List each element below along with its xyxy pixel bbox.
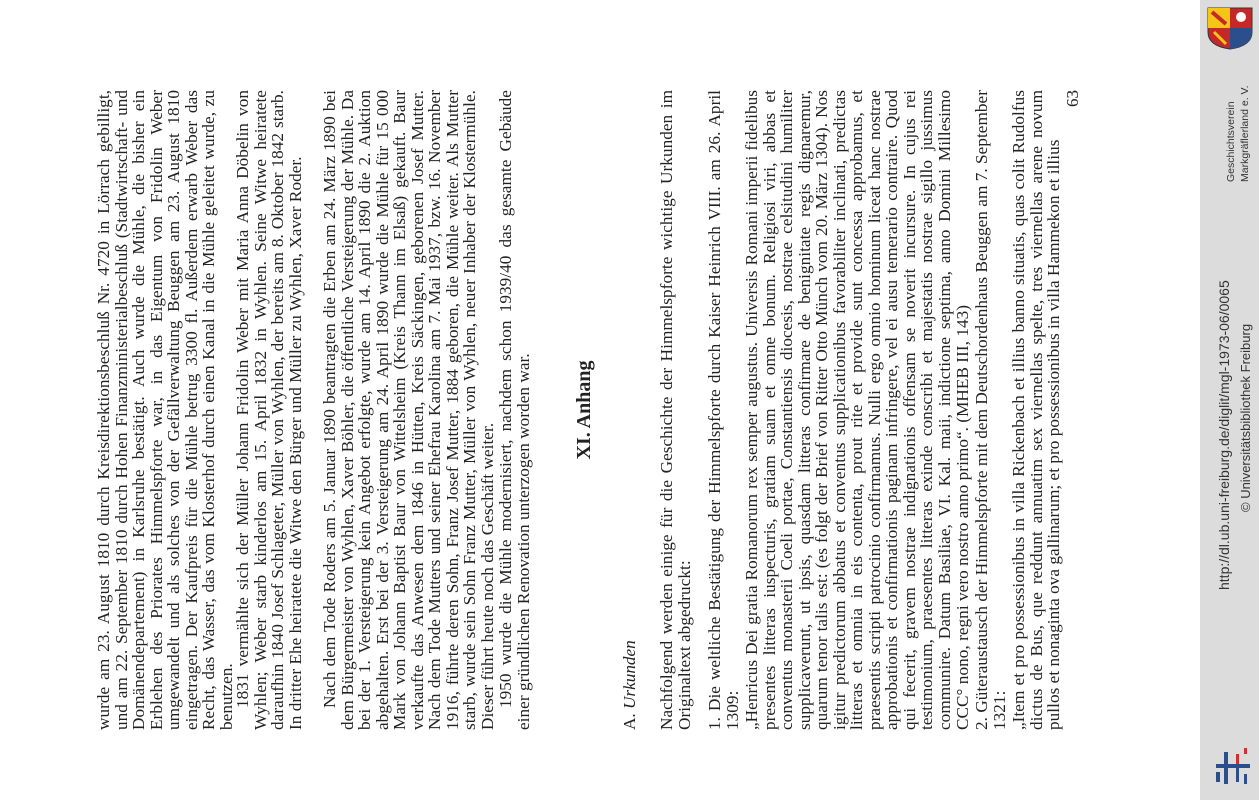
rotated-page <box>95 70 1105 730</box>
item2-title: 2. Güteraustausch der Himmelspforte mit dem Deutschordenhaus Beuggen am 7. September 1321: <box>972 90 1009 730</box>
section-heading: XI. Anhang <box>573 360 595 460</box>
paragraph-1: wurde am 23. August 1810 durch Kreisdirektionsbeschluß Nr. 4720 in Lörrach gebilligt, und am 22. September 1810 durch Hohen Finanzministerialbeschluß (Stadtwirtschaft- und Domänendepartement) in Karlsruhe bestätigt. Auch wurde die Mühle, die bisher ein Erblehen des Priorates Himmelspforte war, in das Eigentum von Fridolin Weber umgewandelt und als solches von der Gefällverwaltung Beuggen am 23. August 1810 eingetragen. Der Kaufpreis für die Mühle betrug 3300 fl. Außerdem erwarb Weber das Recht, das Wasser, das vom Klosterhof durch einen Kanal in die Mühle geleitet wurde, zu benutzen. <box>94 90 236 730</box>
university-library-logo-icon <box>1212 746 1252 786</box>
society-name-line2: Markgräflerland e. V. <box>1239 85 1251 182</box>
subheading-title: Urkunden <box>620 640 639 709</box>
subheading-letter: A. <box>620 713 639 730</box>
paragraph-2: 1831 vermählte sich der Müller Johann Fridolin Weber mit Maria Anna Döbelin von Wyhlen; Weber starb kinderlos am 15. April 1832 in Wyhlen. Seine Witwe heiratete daraufhin 1840 Josef Schlageter, Müller von Wyhlen, der bereits am 8. Oktober 1842 starb. In dritter Ehe heiratete die Witwe den Bürger und Müller zu Wyhlen, Xaver Roder. <box>233 90 305 730</box>
item1-title: 1. Die weltliche Bestätigung der Himmelspforte durch Kaiser Heinrich VIII. am 26. April 1309: <box>705 90 742 730</box>
document-url-link[interactable]: http://dl.ub.uni-freiburg.de/diglit/mgl-1973-06/0065 <box>1216 280 1232 590</box>
page-number: 63 <box>1063 90 1082 107</box>
subheading <box>620 640 640 730</box>
paragraph-4: 1950 wurde die Mühle modernisiert, nachdem schon 1939/40 das gesamte Gebäude einer gründlichen Renovation unterzogen worden war. <box>496 90 533 730</box>
society-crest-icon <box>1206 6 1254 50</box>
intro-paragraph: Nachfolgend werden einige für die Geschichte der Himmelspforte wichtige Urkunden im Originaltext abgedruckt: <box>657 90 694 730</box>
society-name-line1: Geschichtsverein <box>1225 101 1237 182</box>
item2-text: „Item et pro possessionibus in villa Rickenbach et illius banno situatis, quas colit Rudolfus dictus de Bus, que reddunt annuatim sex viernellas spelte, tres viernellas arene novum pullos et nonaginta ova gallinarum; et pro possessionibus in villa Hammekon et illius <box>1009 90 1064 730</box>
item1-text: „Henricus Dei gratia Romanorum rex semper augustus. Universis Romani imperii fidelibus presentes litteras iuspecturis, gratiam suam et omne bonum. Religiosi viri, abbas et conventus monasterii Coeli portae, Constantiensis diocesis, nostrae celsitudini humiliter supplicaverunt, ut ipsis, quasdam litteras confirmare de benignitate regis dignaremur, quarum tenor talis est: (es folgt der Brief von Ritter Otto Münch vom 20. März 1304). Nos igitur predictorum abbatus et conventus supplicationibus favorabiliter inclinati, predictas litteras et omnia in eis contenta, prout rite et provide sunt concessa approbamus, et praesentis scripti patrocinio confirmamus. Nulli ergo omnio hominum liceat hanc nostrae approbationis et confirmationis paginam infringere, vel ei ausu temerario contraire. Quod qui fecerit, gravem nostrae indignationis offensam se noverit incursure. In cujus rei testimonium, praesentes litteras exinde conscribi et majestatis nostrae sigillo jussimus communire. Datum Basiliae, VI. Kal. maii, indictione septima, anno Domini Millesimo CCC° nono, regni vero nostro anno primo“. (MHEB III, 143) <box>742 90 972 730</box>
copyright-notice: © Universitätsbibliothek Freiburg <box>1238 323 1253 512</box>
paragraph-3: Nach dem Tode Roders am 5. Januar 1890 beantragten die Erben am 24. März 1890 bei dem Bürgermeister von Wyhlen, Xaver Böhler, die öffentliche Versteigerung der Mühle. Da bei der 1. Versteigerung kein Angebot erfolgte, wurde am 14. April 1890 die 2. Auktion abgehalten. Erst bei der 3. Versteigerung am 24. April 1890 wurde die Mühle für 15 000 Mark von Johann Baptist Baur von Wittelsheim (Kreis Thann im Elsaß) gekauft. Baur verkaufte das Anwesen dem 1846 in Hütten, Kreis Säckingen, geborenen Josef Mutter. Nach dem Tode Mutters und seiner Ehefrau Karolina am 7. Mai 1937, bzw. 16. November 1916, führte deren Sohn, Franz Josef Mutter, 1884 geboren, die Mühle weiter. Als Mutter starb, wurde sein Sohn Franz Mutter, Müller von Wyhlen, neuer Inhaber der Klostermühle. Dieser führt heute noch das Geschäft weiter. <box>320 90 497 730</box>
